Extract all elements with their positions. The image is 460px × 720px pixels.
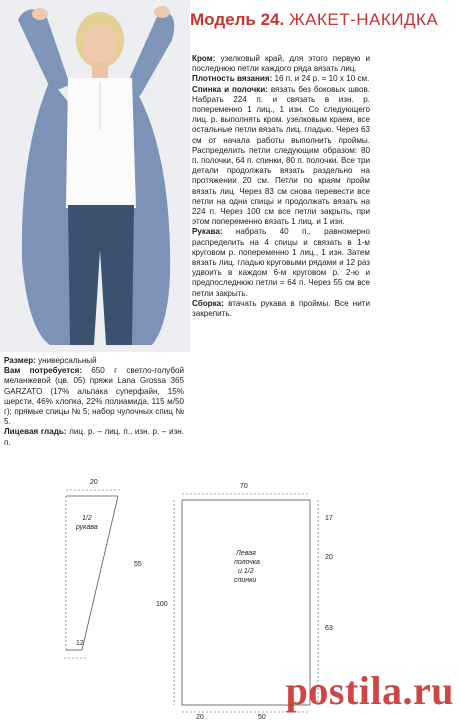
sleeve-length: 55	[134, 561, 142, 568]
model-illustration	[0, 0, 190, 352]
sleeve-diagram	[64, 479, 142, 658]
model-photo	[0, 0, 190, 352]
sleeve-top-width: 20	[90, 479, 98, 486]
body-label-4: спинки	[234, 577, 257, 584]
model-title	[190, 6, 460, 34]
section-sleeves: Рукава: набрать 40 п., равномерно распределить на 4 спицы и связать в 1-м круговом р. попеременно 1 лиц., 1 изн. Затем вязать лиц. гладью круговыми рядами и 12 раз удвоить в каждом 6-м круговом р. 2-ю и предпоследнюю петли = 64 п. Через 55 см все петли закрыть.	[192, 227, 370, 298]
section-gauge: Плотность вязания: 16 п. и 24 р. = 10 х 10 см.	[192, 74, 370, 84]
body-label-2: полочка	[234, 559, 260, 566]
sleeve-label-1: 1/2	[82, 515, 92, 522]
section-assembly: Сборка: втачать рукава в проймы. Все нити закрепить.	[192, 298, 370, 319]
armhole-mid: 20	[325, 554, 333, 561]
section-materials: Вам потребуется: 650 г светло-голубой меланжевой (цв. 05) пряжи Lana Grossa 365 GARZATO (17% альпака суперфайн, 15% шерсти, 46% хлопка, 22% полиамида, 115 м/50 г); прямые спицы № 5; набор чулочных спиц № 5.	[4, 366, 184, 427]
model-name: ЖАКЕТ-НАКИДКА	[288, 10, 439, 29]
model-number: 24.	[260, 10, 285, 29]
body-label-1: Левая	[236, 550, 256, 557]
model-label: Модель	[190, 10, 256, 29]
watermark: postila.ru	[285, 668, 454, 713]
instructions-left-column	[4, 356, 184, 448]
section-back-fronts: Спинка и полочки: вязать без боковых швов. Набрать 224 п. и связать в изн. р. попеременно 1 лиц., 1 изн. Со следующего лиц. р. выполнять кром. узелковым краем, все остальные петли вязать лиц. гладью. Через 63 см от начала работы выполнить проймы. Распределить петли следующим образом: 80 п. полочки, 64 п. спинки, 80 п. полочки. Все три детали продолжать вязать раздельно на протяжении 20 см. Петли по краям пройм вязать лиц. Через 83 см снова перевести все петли на одни спицы и продолжать вязать на 224 п. Через 100 см все петли закрыть, при этом попеременно вязать 1 лиц. и 1 изн.	[192, 84, 371, 227]
sleeve-label-2: рукава	[76, 524, 98, 531]
section-stockinette: Лицевая гладь: лиц. р. – лиц. п., изн. р. – изн. п.	[4, 427, 184, 447]
body-label-3: и 1/2	[238, 568, 254, 575]
sleeve-bottom-width: 12	[76, 640, 84, 647]
armhole-top: 17	[325, 515, 333, 522]
section-size: Размер: универсальный	[4, 356, 97, 365]
armhole-bottom: 63	[325, 625, 333, 632]
body-bottom-left: 20	[196, 714, 204, 720]
body-height: 100	[156, 601, 168, 608]
instructions-right-column	[192, 54, 370, 319]
body-width: 70	[240, 483, 248, 490]
body-bottom-right: 50	[258, 714, 266, 720]
section-edge: Кром: узелковый край, для этого первую и последнюю петли каждого ряда вязать лиц.	[192, 54, 370, 74]
